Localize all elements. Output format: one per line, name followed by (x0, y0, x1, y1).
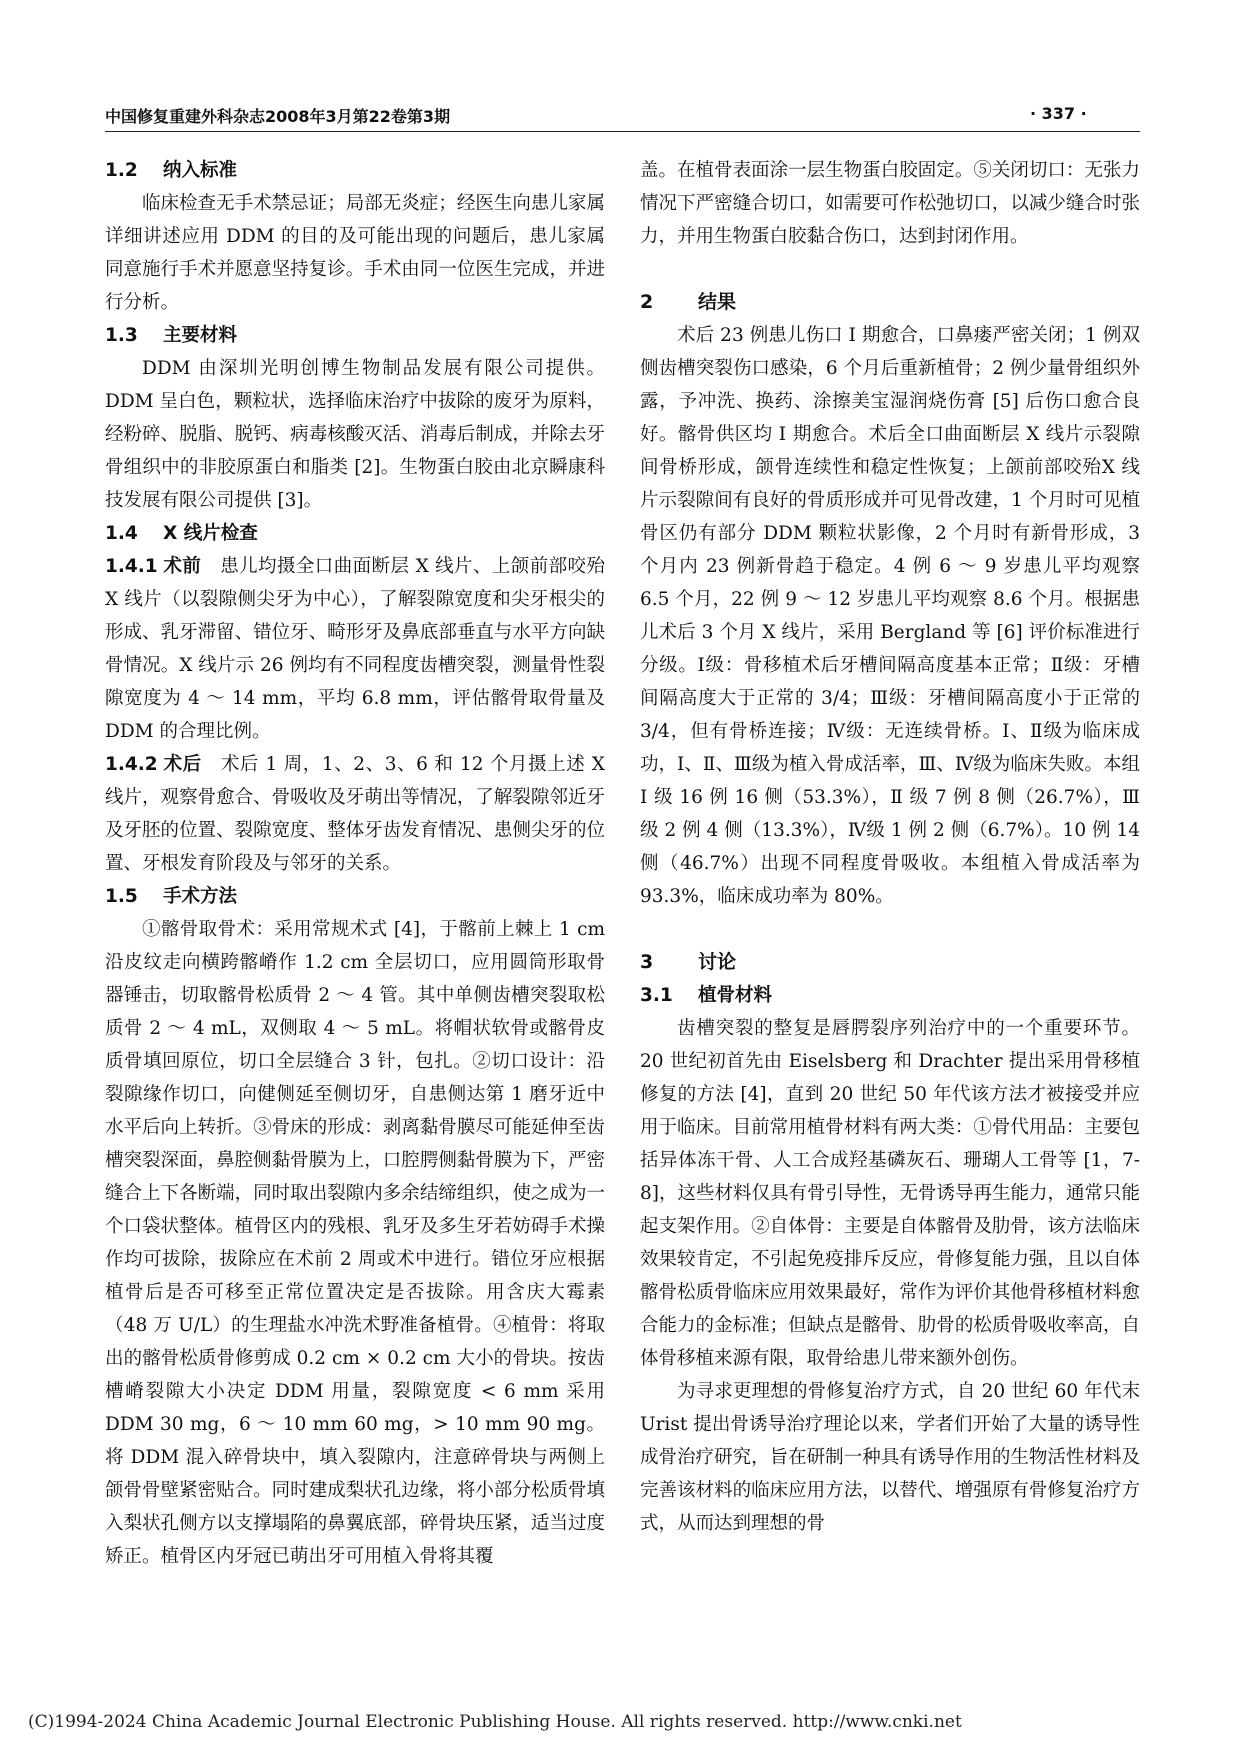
paragraph-surgical-method-continued: 盖。在植骨表面涂一层生物蛋白胶固定。⑤关闭切口：无张力情况下严密缝合切口，如需要可作松弛切口，以减少缝合时张力，并用生物蛋白胶黏合伤口，达到封闭作用。 (640, 160, 1140, 247)
page-number: · 337 · (1030, 104, 1087, 123)
right-column (640, 154, 1140, 1540)
section-heading-1-4: 1.4 X 线片检查 (105, 523, 258, 544)
section-heading-1-5: 1.5 手术方法 (105, 886, 238, 907)
paragraph-inclusion-criteria: 临床检查无手术禁忌证；局部无炎症；经医生向患儿家属详细讲述应用 DDM 的目的及可能出现的问题后，患儿家属同意施行手术并愿意坚持复诊。手术由同一位医生完成，并进行分析。 (105, 193, 605, 313)
paragraph-discussion-2: 为寻求更理想的骨修复治疗方式，自 20 世纪 60 年代末 Urist 提出骨诱导治疗理论以来，学者们开始了大量的诱导性成骨治疗研究，旨在研制一种具有诱导作用的生物活性材料及完善该材料的临床应用方法，以替代、增强原有骨修复治疗方式，从而达到理想的骨 (640, 1381, 1140, 1534)
paragraph-surgical-method: ①髂骨取骨术：采用常规术式 [4]，于髂前上棘上 1 cm 沿皮纹走向横跨髂嵴作 1.2 cm 全层切口，应用圆筒形取骨器锤击，切取髂骨松质骨 2 ～ 4 管。其中单侧齿槽突裂取松质骨 2 ～ 4 mL，双侧取 4 ～ 5 mL。将帽状软骨或髂骨皮质骨填回原位，切口全层缝合 3 针，包扎。②切口设计：沿裂隙缘作切口，向健侧延至侧切牙，自患侧达第 1 磨牙近中水平后向上转折。③骨床的形成：剥离黏骨膜尽可能延伸至齿槽突裂深面，鼻腔侧黏骨膜为上，口腔腭侧黏骨膜为下，严密缝合上下各断端，同时取出裂隙内多余结缔组织，使之成为一个口袋状整体。植骨区内的残根、乳牙及多生牙若妨碍手术操作均可拔除，拔除应在术前 2 周或术中进行。错位牙应根据植骨后是否可移至正常位置决定是否拔除。用含庆大霉素（48 万 U/L）的生理盐水冲洗术野准备植骨。④植骨：将取出的髂骨松质骨修剪成 0.2 cm × 0.2 cm 大小的骨块。按齿槽嵴裂隙大小决定 DDM 用量，裂隙宽度 < 6 mm 采用 DDM 30 mg，6 ～ 10 mm 60 mg，> 10 mm 90 mg。将 DDM 混入碎骨块中，填入裂隙内，注意碎骨块与两侧上颌骨骨壁紧密贴合。同时建成梨状孔边缘，将小部分松质骨填入梨状孔侧方以支撑塌陷的鼻翼底部，碎骨块压紧，适当过度矫正。植骨区内牙冠已萌出牙可用植入骨将其覆 (105, 919, 605, 1567)
paragraph-results: 术后 23 例患儿伤口 Ⅰ 期愈合，口鼻瘘严密关闭；1 例双侧齿槽突裂伤口感染，6 个月后重新植骨；2 例少量骨组织外露，予冲洗、换药、涂擦美宝湿润烧伤膏 [5] 后伤口愈合良好。髂骨供区均 Ⅰ 期愈合。术后全口曲面断层 X 线片示裂隙间骨桥形成，颌骨连续性和稳定性恢复；上颌前部咬殆X 线片示裂隙间有良好的骨质形成并可见骨改建，1 个月时可见植骨区仍有部分 DDM 颗粒状影像，2 个月时有新骨形成，3 个月内 23 例新骨趋于稳定。4 例 6 ～ 9 岁患儿平均观察 6.5 个月，22 例 9 ～ 12 岁患儿平均观察 8.6 个月。根据患儿术后 3 个月 X 线片，采用 Bergland 等 [6] 评价标准进行分级。Ⅰ级：骨移植术后牙槽间隔高度基本正常；Ⅱ级：牙槽间隔高度大于正常的 3/4；Ⅲ级：牙槽间隔高度小于正常的 3/4，但有骨桥连接；Ⅳ级：无连续骨桥。Ⅰ、Ⅱ级为临床成功，Ⅰ、Ⅱ、Ⅲ级为植入骨成活率，Ⅲ、Ⅳ级为临床失败。本组 Ⅰ 级 16 例 16 侧（53.3%），Ⅱ 级 7 例 8 侧（26.7%），Ⅲ级 2 例 4 侧（13.3%），Ⅳ级 1 例 2 侧（6.7%）。10 例 14 侧（46.7%）出现不同程度骨吸收。本组植入骨成活率为 93.3%，临床成功率为 80%。 (640, 325, 1140, 907)
paragraph-discussion-1: 齿槽突裂的整复是唇腭裂序列治疗中的一个重要环节。20 世纪初首先由 Eiselsberg 和 Drachter 提出采用骨移植修复的方法 [4]，直到 20 世纪 50 年代该方法才被接受并应用于临床。目前常用植骨材料有两大类：①骨代用品：主要包括异体冻干骨、人工合成羟基磷灰石、珊瑚人工骨等 [1，7-8]，这些材料仅具有骨引导性，无骨诱导再生能力，通常只能起支架作用。②自体骨：主要是自体髂骨及肋骨，该方法临床效果较肯定，不引起免疫排斥反应，骨修复能力强，且以自体髂骨松质骨临床应用效果最好，常作为评价其他骨移植材料愈合能力的金标准；但缺点是髂骨、肋骨的松质骨吸收率高，自体骨移植来源有限，取骨给患儿带来额外创伤。 (640, 1018, 1140, 1369)
paragraph-materials: DDM 由深圳光明创博生物制品发展有限公司提供。DDM 呈白色，颗粒状，选择临床治疗中拔除的废牙为原料，经粉碎、脱脂、脱钙、病毒核酸灭活、消毒后制成，并除去牙骨组织中的非胶原蛋白和脂类 [2]。生物蛋白胶由北京瞬康科技发展有限公司提供 [3]。 (105, 358, 605, 511)
journal-header: 中国修复重建外科杂志2008年3月第22卷第3期 (105, 107, 451, 126)
section-heading-3-1: 3.1 植骨材料 (640, 985, 773, 1006)
copyright-footer: (C)1994-2024 China Academic Journal Electronic Publishing House. All rights reserved. http://www.cnki.net (28, 1712, 962, 1732)
section-heading-1-2: 1.2 纳入标准 (105, 160, 238, 181)
section-heading-3: 3 讨论 (640, 951, 737, 973)
section-heading-2: 2 结果 (640, 291, 737, 313)
paragraph-postop-xray: 1.4.2 术后 术后 1 周，1、2、3、6 和 12 个月摄上述 X 线片，观察骨愈合、骨吸收及牙萌出等情况，了解裂隙邻近牙及牙胚的位置、裂隙宽度、整体牙齿发育情况、患侧尖牙的位置、牙根发育阶段及与邻牙的关系。 (105, 754, 605, 874)
header-divider (105, 131, 1140, 132)
section-heading-1-3: 1.3 主要材料 (105, 325, 238, 346)
left-column (105, 154, 605, 1573)
paragraph-preop-xray: 1.4.1 术前 患儿均摄全口曲面断层 X 线片、上颌前部咬殆 X 线片（以裂隙侧尖牙为中心），了解裂隙宽度和尖牙根尖的形成、乳牙滞留、错位牙、畸形牙及鼻底部垂直与水平方向缺骨情况。X 线片示 26 例均有不同程度齿槽突裂，测量骨性裂隙宽度为 4 ～ 14 mm，平均 6.8 mm，评估髂骨取骨量及 DDM 的合理比例。 (105, 556, 605, 742)
